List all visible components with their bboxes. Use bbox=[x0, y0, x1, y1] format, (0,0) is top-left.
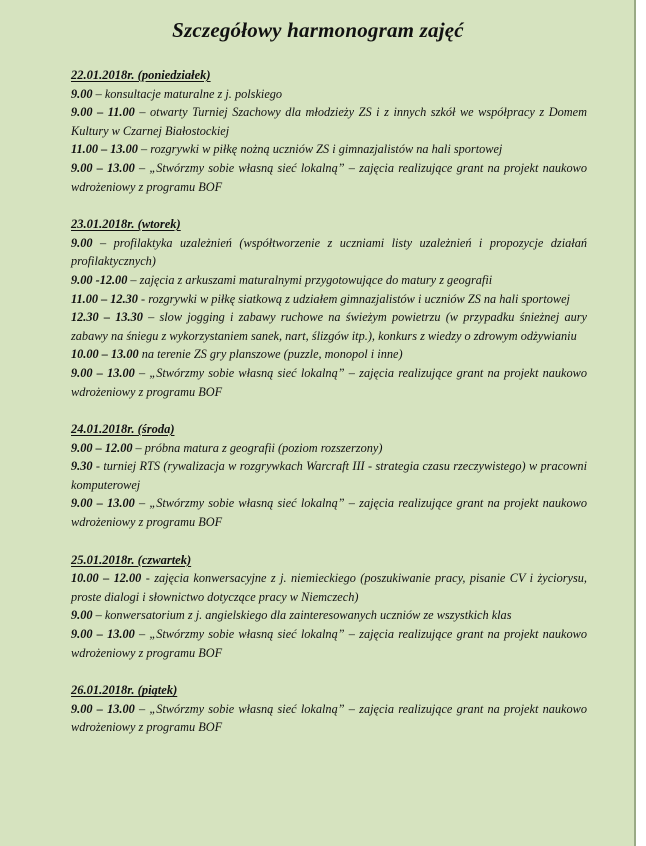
entry-time: 9.00 -12.00 bbox=[71, 272, 128, 287]
entry-description: – „Stwórzmy sobie własną sieć lokalną” – zajęcia realizujące grant na projekt naukowo wdrożeniowy z programu BOF bbox=[71, 627, 587, 660]
day-date-heading: 22.01.2018r. (poniedziałek) bbox=[71, 68, 211, 82]
entry-time: 9.00 – 11.00 bbox=[71, 105, 135, 120]
page-title: Szczegółowy harmonogram zajęć bbox=[172, 18, 464, 42]
entry-description: – zajęcia z arkuszami maturalnymi przygotowujące do matury z geografii bbox=[127, 272, 493, 287]
entry-description: – „Stwórzmy sobie własną sieć lokalną” – zajęcia realizujące grant na projekt naukowo wdrożeniowy z programu BOF bbox=[71, 701, 587, 735]
schedule-entry bbox=[71, 569, 587, 606]
schedule-entry bbox=[71, 271, 587, 290]
entry-description: – „Stwórzmy sobie własną sieć lokalną” – zajęcia realizujące grant na projekt naukowo wdrożeniowy z programu BOF bbox=[71, 365, 587, 399]
entry-time: 9.00 bbox=[71, 608, 93, 623]
day-date-heading: 23.01.2018r. (wtorek) bbox=[71, 217, 181, 232]
schedule-entry bbox=[71, 159, 587, 196]
schedule-entry bbox=[71, 103, 587, 140]
schedule-entry bbox=[71, 85, 587, 104]
entry-description: – profilaktyka uzależnień (współtworzenie z uczniami listy uzależnień i propozycje działań profilaktycznych) bbox=[71, 235, 587, 269]
entry-description: – slow jogging i zabawy ruchowe na świeżym powietrzu (w przypadku śnieżnej aury zabawy na śniegu z wykorzystaniem sanek, nart, ślizgów itp.), konkurs z wiedzy o zdrowym odżywianiu bbox=[71, 310, 587, 343]
entry-time: 10.00 – 12.00 bbox=[71, 571, 142, 586]
entry-time: 11.00 – 13.00 bbox=[71, 142, 138, 157]
entry-time: 9.00 – 13.00 bbox=[71, 496, 135, 511]
entry-time: 10.00 – 13.00 bbox=[71, 347, 139, 362]
schedule-entry bbox=[71, 364, 587, 401]
entry-description: – konwersatorium z j. angielskiego dla zainteresowanych uczniów ze wszystkich klas bbox=[92, 608, 512, 623]
day-section bbox=[71, 551, 587, 663]
day-section bbox=[71, 681, 587, 737]
entry-description: – rozgrywki w piłkę nożną uczniów ZS i gimnazjalistów na hali sportowej bbox=[137, 142, 503, 157]
schedule-entry bbox=[71, 494, 587, 531]
entry-time: 12.30 – 13.30 bbox=[71, 310, 143, 325]
schedule-entry bbox=[71, 439, 587, 458]
schedule-entry bbox=[71, 457, 587, 494]
schedule-entry bbox=[71, 606, 587, 625]
entry-description: – otwarty Turniej Szachowy dla młodzieży ZS i z innych szkół we współpracy z Domem Kultury w Czarnej Białostockiej bbox=[71, 105, 587, 138]
entry-time: 9.00 – 13.00 bbox=[71, 160, 135, 175]
entry-description: – konsultacje maturalne z j. polskiego bbox=[92, 86, 283, 101]
entry-description: – „Stwórzmy sobie własną sieć lokalną” – zajęcia realizujące grant na projekt naukowo wdrożeniowy z programu BOF bbox=[71, 496, 587, 530]
entry-description: - turniej RTS (rywalizacja w rozgrywkach Warcraft III - strategia czasu rzeczywistego) w pracowni komputerowej bbox=[71, 459, 587, 492]
day-section bbox=[71, 66, 587, 196]
schedule-entry bbox=[71, 345, 587, 364]
day-section bbox=[71, 215, 587, 401]
entry-time: 9.00 – 13.00 bbox=[71, 365, 135, 380]
schedule-content bbox=[71, 66, 587, 756]
day-date-heading: 25.01.2018r. (czwartek) bbox=[71, 552, 192, 567]
entry-description: na terenie ZS gry planszowe (puzzle, monopol i inne) bbox=[138, 347, 403, 362]
entry-time: 11.00 – 12.30 bbox=[71, 291, 138, 306]
schedule-entry bbox=[71, 625, 587, 662]
day-section bbox=[71, 420, 587, 532]
entry-time: 9.00 – 13.00 bbox=[71, 627, 135, 642]
entry-description: – próbna matura z geografii (poziom rozszerzony) bbox=[132, 440, 383, 455]
schedule-entry bbox=[71, 234, 587, 271]
schedule-entry bbox=[71, 290, 587, 309]
entry-time: 9.00 – 13.00 bbox=[71, 701, 135, 716]
entry-description: - rozgrywki w piłkę siatkową z udziałem gimnazjalistów i uczniów ZS na hali sportowej bbox=[137, 291, 570, 306]
schedule-entry bbox=[71, 700, 587, 737]
entry-time: 9.00 – 12.00 bbox=[71, 440, 133, 455]
day-date-heading: 24.01.2018r. (środa) bbox=[71, 422, 175, 437]
schedule-entry bbox=[71, 140, 587, 159]
entry-time: 9.00 bbox=[71, 235, 93, 250]
entry-description: – „Stwórzmy sobie własną sieć lokalną” – zajęcia realizujące grant na projekt naukowo wdrożeniowy z programu BOF bbox=[71, 160, 587, 194]
entry-time: 9.00 bbox=[71, 86, 93, 101]
entry-description: - zajęcia konwersacyjne z j. niemieckiego (poszukiwanie pracy, pisanie CV i życiorysu, proste dialogi i słownictwo dotyczące pracy w Niemczech) bbox=[71, 571, 587, 604]
schedule-entry bbox=[71, 308, 587, 345]
day-date-heading: 26.01.2018r. (piątek) bbox=[71, 683, 178, 698]
entry-time: 9.30 bbox=[71, 459, 93, 474]
